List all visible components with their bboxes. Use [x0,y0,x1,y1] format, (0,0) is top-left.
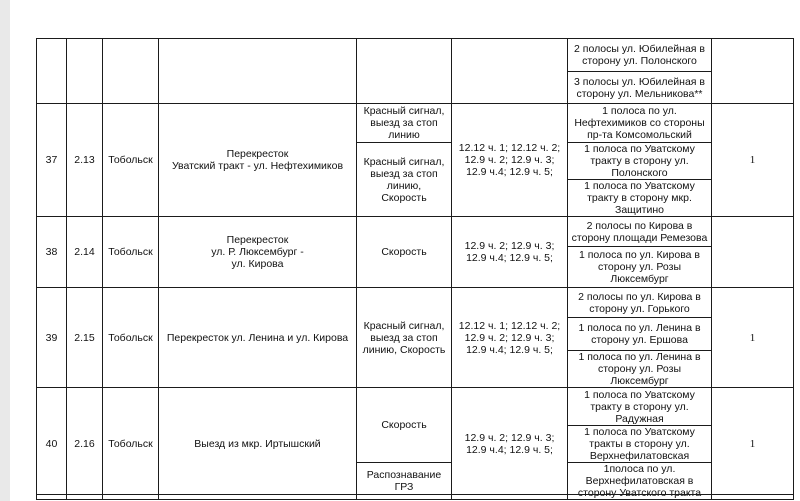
location-cell: Перекресток Уватский тракт - ул. Нефтехимиков [159,104,357,217]
count-cell: 1 [712,288,794,388]
direction-cell: 1 полоса по Уватскому тракту в сторону ул. Радужная [568,388,712,426]
count-cell [712,217,794,288]
city-cell [103,39,159,104]
row-code-cell: 2.14 [67,217,103,288]
articles-cell: 12.12 ч. 1; 12.12 ч. 2; 12.9 ч. 2; 12.9 ч. 3; 12.9 ч.4; 12.9 ч. 5; [452,288,568,388]
direction-cell: 2 полосы ул. Юбилейная в сторону ул. Полонского [568,39,712,72]
table-row [37,39,794,72]
violation-cell: Красный сигнал, выезд за стоп линию, Скорость [357,143,452,217]
direction-cell: 1 полоса по ул. Ленина в сторону ул. Розы Люксембург [568,351,712,388]
city-cell: Тобольск [103,217,159,288]
violation-cell: Скорость [357,217,452,288]
table-row [37,217,794,247]
row-code-cell: 2.15 [67,288,103,388]
row-code-cell: 2.13 [67,104,103,217]
count-cell: 1 [712,104,794,217]
direction-cell: 1 полоса по Уватскому тракту в сторону ул. Полонского [568,143,712,180]
direction-cell: 2 полосы по ул. Кирова в сторону ул. Горького [568,288,712,318]
location-cell: Перекресток ул. Ленина и ул. Кирова [159,288,357,388]
location-cell [159,39,357,104]
row-number-cell: 38 [37,217,67,288]
direction-cell: 1 полоса по Уватскому тракты в сторону ул. Верхнефилатовская [568,426,712,463]
violation-cell: Распознавание ГРЗ [357,463,452,500]
direction-cell: 1 полоса по ул. Ленина в сторону ул. Ершова [568,318,712,351]
direction-cell: 1 полоса по ул. Нефтехимиков со стороны пр-та Комсомольский [568,104,712,143]
table-row [37,104,794,143]
articles-cell: 12.9 ч. 2; 12.9 ч. 3; 12.9 ч.4; 12.9 ч. 5; [452,217,568,288]
direction-cell: 2 полосы по Кирова в сторону площади Ремезова [568,217,712,247]
direction-cell: 1 полоса по ул. Кирова в сторону ул. Розы Люксембург [568,247,712,288]
violation-cell: Скорость [357,388,452,463]
direction-cell: 1полоса по ул. Верхнефилатовская в сторону Уватского тракта [568,463,712,500]
row-code-cell: 2.16 [67,388,103,500]
page-bottom-rule [36,494,793,495]
location-cell: Перекресток ул. Р. Люксембург - ул. Кирова [159,217,357,288]
count-cell: 1 [712,388,794,500]
city-cell: Тобольск [103,388,159,500]
direction-cell: 1 полоса по Уватскому тракту в сторону мкр. Защитино [568,180,712,217]
row-number-cell: 40 [37,388,67,500]
table-row [37,288,794,318]
row-number-cell: 37 [37,104,67,217]
table-row [37,388,794,426]
city-cell: Тобольск [103,288,159,388]
articles-cell: 12.9 ч. 2; 12.9 ч. 3; 12.9 ч.4; 12.9 ч. 5; [452,388,568,500]
row-number-cell: 39 [37,288,67,388]
articles-cell [452,39,568,104]
row-number-cell [37,39,67,104]
count-cell [712,39,794,104]
violation-cell: Красный сигнал, выезд за стоп линию, Скорость [357,288,452,388]
row-code-cell [67,39,103,104]
violation-cell: Красный сигнал, выезд за стоп линию [357,104,452,143]
violation-cell [357,39,452,104]
page-margin [0,0,10,501]
articles-cell: 12.12 ч. 1; 12.12 ч. 2; 12.9 ч. 2; 12.9 ч. 3; 12.9 ч.4; 12.9 ч. 5; [452,104,568,217]
document-table-wrapper [36,38,794,500]
location-cell: Выезд из мкр. Иртышский [159,388,357,500]
direction-cell: 3 полосы ул. Юбилейная в сторону ул. Мельникова** [568,72,712,104]
city-cell: Тобольск [103,104,159,217]
cameras-table [36,38,794,500]
